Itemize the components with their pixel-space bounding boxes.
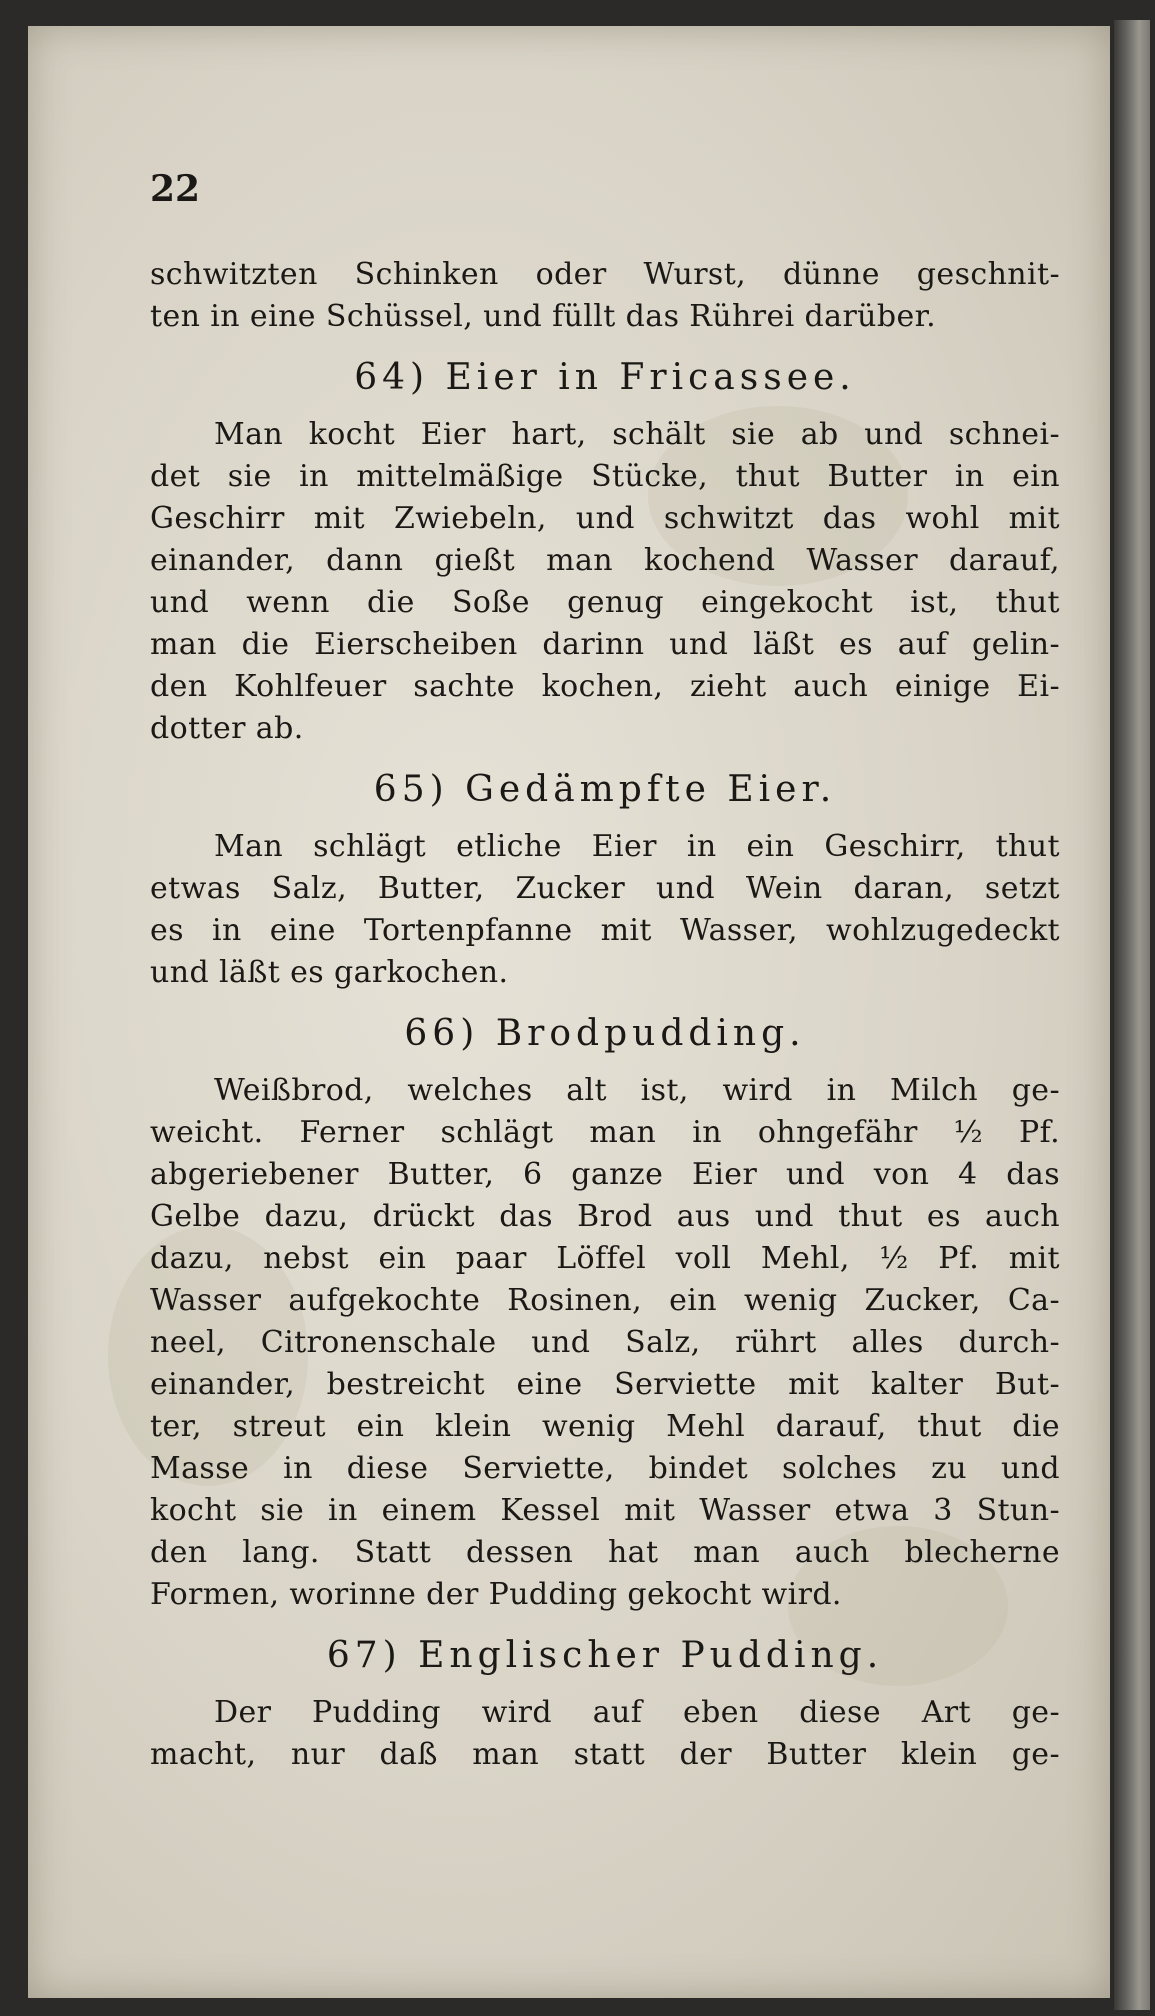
text-line: dotter ab. (150, 711, 304, 746)
text-line: abgeriebener Butter, 6 ganze Eier und von 4 das (150, 1157, 1060, 1192)
text-line: Geschirr mit Zwiebeln, und schwitzt das wohl mit (150, 501, 1060, 536)
text-line: und wenn die Soße genug eingekocht ist, thut (150, 585, 1060, 620)
text-line: Wasser aufgekochte Rosinen, ein wenig Zucker, Ca- (150, 1283, 1060, 1318)
text-line: dazu, nebst ein paar Löffel voll Mehl, ½ Pf. mit (150, 1241, 1060, 1276)
text-line: den Kohlfeuer sachte kochen, zieht auch einige Ei- (150, 669, 1060, 704)
text-line: Gelbe dazu, drückt das Brod aus und thut es auch (150, 1199, 1060, 1234)
text-line: einander, bestreicht eine Serviette mit kalter But- (150, 1367, 1060, 1402)
text-line: Man kocht Eier hart, schält sie ab und schnei- (214, 417, 1060, 452)
text-line: einander, dann gießt man kochend Wasser darauf, (150, 543, 1060, 578)
text-line: det sie in mittelmäßige Stücke, thut Butter in ein (150, 459, 1060, 494)
text-line: Masse in diese Serviette, bindet solches zu und (150, 1451, 1060, 1486)
text-line: und läßt es garkochen. (150, 955, 509, 990)
page-number: 22 (150, 168, 201, 210)
book-gutter (1114, 20, 1150, 2010)
recipe-heading: 65) Gedämpfte Eier. (373, 769, 837, 810)
page-text (150, 150, 1060, 1776)
text-line: Weißbrod, welches alt ist, wird in Milch ge- (214, 1073, 1060, 1108)
recipe-heading: 66) Brodpudding. (404, 1013, 806, 1054)
recipe-heading: 67) Englischer Pudding. (326, 1635, 884, 1676)
text-line: ten in eine Schüssel, und füllt das Rührei darüber. (150, 299, 937, 334)
text-line: kocht sie in einem Kessel mit Wasser etwa 3 Stun- (150, 1493, 1060, 1528)
text-line: man die Eierscheiben darinn und läßt es auf gelin- (150, 627, 1060, 662)
text-line: ter, streut ein klein wenig Mehl darauf, thut die (150, 1409, 1060, 1444)
text-line: schwitzten Schinken oder Wurst, dünne geschnit- (150, 257, 1060, 292)
text-line: etwas Salz, Butter, Zucker und Wein daran, setzt (150, 871, 1060, 906)
text-line: Formen, worinne der Pudding gekocht wird. (150, 1577, 842, 1612)
text-line: macht, nur daß man statt der Butter klein ge- (150, 1737, 1060, 1772)
text-line: den lang. Statt dessen hat man auch blecherne (150, 1535, 1060, 1570)
text-line: neel, Citronenschale und Salz, rührt alles durch- (150, 1325, 1060, 1360)
text-line: weicht. Ferner schlägt man in ohngefähr ½ Pf. (150, 1115, 1060, 1150)
text-line: Der Pudding wird auf eben diese Art ge- (214, 1695, 1060, 1730)
text-line: es in eine Tortenpfanne mit Wasser, wohlzugedeckt (150, 913, 1060, 948)
recipe-heading: 64) Eier in Fricassee. (354, 357, 856, 398)
text-line: Man schlägt etliche Eier in ein Geschirr, thut (214, 829, 1060, 864)
